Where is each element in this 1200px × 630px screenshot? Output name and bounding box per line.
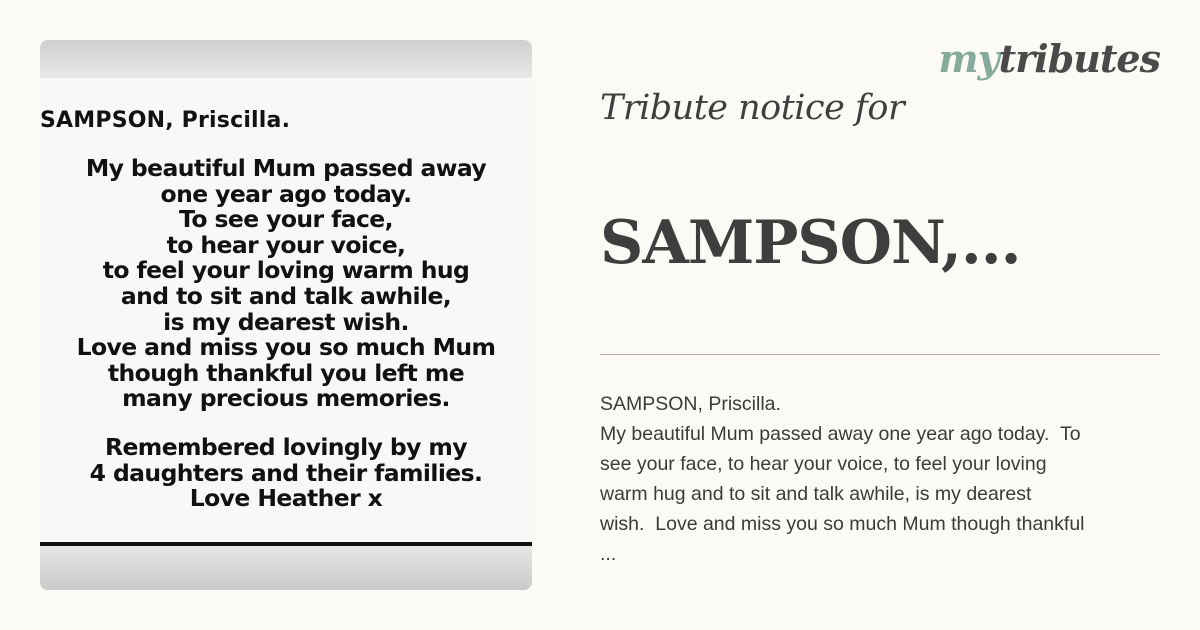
page-subtitle: Tribute notice for — [600, 88, 905, 128]
notice-heading: SAMPSON, Priscilla. — [40, 108, 291, 133]
excerpt-line: see your face, to hear your voice, to feel your loving — [600, 453, 1047, 475]
notice-verse-line: My beautiful Mum passed away — [85, 154, 487, 182]
notice-verse-line: to hear your voice, — [166, 230, 406, 259]
notice-verse-line: is my dearest wish. — [163, 307, 409, 336]
notice-signature-line: 4 daughters and their families. — [89, 458, 483, 487]
notice-signature-line: Remembered lovingly by my — [104, 433, 468, 461]
notice-verse-line: To see your face, — [179, 205, 393, 234]
logo-part-my: my — [938, 36, 999, 81]
excerpt-line: SAMPSON, Priscilla. — [600, 393, 781, 415]
notice-verse — [40, 156, 532, 412]
notice-verse-line: to feel your loving warm hug — [102, 256, 470, 285]
notice-verse-line: and to sit and talk awhile, — [120, 281, 452, 310]
notice-signature-line: Love Heather x — [189, 484, 383, 513]
notice-verse-line: one year ago today. — [160, 179, 412, 208]
divider — [600, 354, 1160, 355]
mytributes-logo[interactable] — [938, 36, 1160, 81]
notice-excerpt — [600, 389, 1166, 569]
notice-image-top-shade — [40, 40, 532, 78]
excerpt-line: wish. Love and miss you so much Mum though thankful — [600, 513, 1085, 535]
logo-part-tributes: tributes — [998, 36, 1160, 81]
notice-verse-line: many precious memories. — [122, 384, 450, 413]
page-title: SAMPSON,... — [600, 208, 1021, 278]
excerpt-line: warm hug and to sit and talk awhile, is my dearest — [600, 483, 1032, 505]
notice-image-bottom-shade — [40, 546, 532, 590]
notice-verse-line: Love and miss you so much Mum — [76, 333, 496, 362]
notice-verse-line: though thankful you left me — [107, 358, 465, 387]
notice-image — [40, 40, 532, 590]
excerpt-line: ... — [600, 543, 617, 565]
excerpt-line: My beautiful Mum passed away one year ago today. To — [600, 423, 1081, 445]
notice-signature — [40, 435, 532, 512]
